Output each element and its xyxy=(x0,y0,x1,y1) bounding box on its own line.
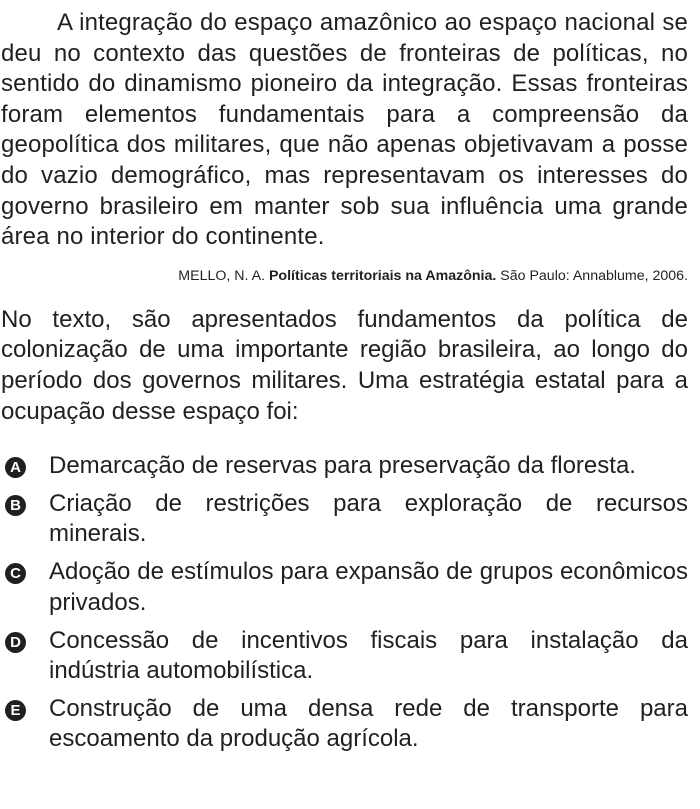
option-c[interactable] xyxy=(1,557,688,618)
option-a[interactable] xyxy=(1,451,688,481)
option-letter-badge: A xyxy=(5,457,26,478)
option-text: Adoção de estímulos para expansão de grupos econômicos privados. xyxy=(49,558,688,616)
option-b[interactable] xyxy=(1,489,688,550)
option-text: Construção de uma densa rede de transporte para escoamento da produção agrícola. xyxy=(49,694,688,753)
option-text: Criação de restrições para exploração de recursos minerais. xyxy=(49,490,688,548)
answer-options xyxy=(1,451,688,755)
option-letter-badge: E xyxy=(5,700,26,721)
option-letter-badge: B xyxy=(5,495,26,516)
option-letter-badge: D xyxy=(5,632,26,653)
option-text: Demarcação de reservas para preservação da floresta. xyxy=(49,452,636,480)
option-d[interactable] xyxy=(1,626,688,687)
option-letter-badge: C xyxy=(5,563,26,584)
citation-author: MELLO, N. A. xyxy=(178,267,266,284)
passage-text: A integração do espaço amazônico ao espaço nacional se deu no contexto das questões de fronteiras de políticas, no sentido do dinamismo pioneiro da integração. Essas fronteiras foram elementos fundamentais para a compreensão da geopolítica dos militares, que não apenas objetivavam a posse do vazio demográfico, mas representavam os interesses do governo brasileiro em manter sob sua influência uma grande área no interior do continente. xyxy=(1,9,688,251)
citation xyxy=(1,267,688,285)
citation-publisher: São Paulo: Annablume, 2006. xyxy=(500,267,688,284)
question-stem: No texto, são apresentados fundamentos da política de colonização de uma importante região brasileira, ao longo do período dos governos militares. Uma estratégia estatal para a ocupação desse espaço foi: xyxy=(1,305,688,425)
option-text: Concessão de incentivos fiscais para instalação da indústria automobilística. xyxy=(49,626,688,685)
citation-title: Políticas territoriais na Amazônia. xyxy=(268,267,497,284)
option-e[interactable] xyxy=(1,694,688,755)
